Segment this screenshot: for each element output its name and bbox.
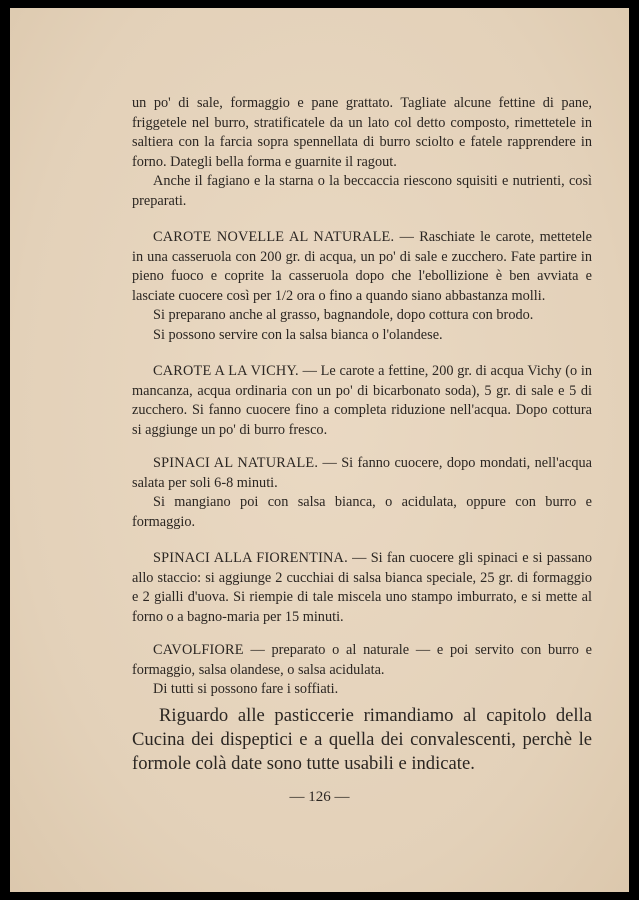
recipe-heading: SPINACI AL NATURALE. [153,455,319,471]
recipe-body: — Le carote a fettine, 200 gr. di acqua Vichy (o in mancanza, acqua ordinaria con un po' di bicarbonato soda), 5 gr. di sale e 5 di zucchero. Si fanno cuocere fino a completa riduzione nell'acqua. Dopo cottura si aggiunge un po' di burro fresco. [132,363,592,438]
intro-paragraph: un po' di sale, formaggio e pane grattato. Tagliate alcune fettine di pane, friggetele nel burro, stratificatele da un lato col detto composto, rimettetele in saltiera con la farcia sopra spennellata di burro sciolto e fatele rapprendere in forno. Dategli bella forma e guarnite il ragout. [132,95,592,170]
recipe-note: Si possono servire con la salsa bianca o l'olandese. [153,326,443,343]
book-page [10,8,629,892]
recipe-note: Si mangiano poi con salsa bianca, o acidulata, oppure con burro e formaggio. [132,494,592,530]
recipe-heading: CAROTE NOVELLE AL NATURALE. [153,229,395,245]
closing-paragraph [132,704,592,776]
body-text [132,94,592,700]
recipe-heading: SPINACI ALLA FIORENTINA. [153,550,348,566]
recipe-carote-novelle [132,228,592,306]
page-number: — 126 — [289,789,350,805]
recipe-body: — preparato o al naturale — e poi servito con burro e formaggio, salsa olandese, o salsa acidulata. [132,642,592,678]
recipe-carote-vichy [132,362,592,440]
recipe-body: — Raschiate le carote, mettetele in una casseruola con 200 gr. di acqua, un po' di sale e zucchero. Fate partire in pieno fuoco e coprite la casseruola dopo che l'ebollizione è ben avviata e lasciate cuocere così per 1/2 ora o fino a quando siano abbastanza molli. [132,229,592,304]
recipe-spinaci-naturale [132,454,592,493]
recipe-body: — Si fanno cuocere, dopo mondati, nell'acqua salata per soli 6-8 minuti. [132,455,592,491]
intro-paragraph-2: Anche il fagiano e la starna o la beccaccia riescono squisiti e nutrienti, così preparati. [132,173,592,209]
recipe-body: — Si fan cuocere gli spinaci e si passano allo staccio: si aggiunge 2 cucchiai di salsa bianca speciale, 25 gr. di formaggio e 2 gialli d'uova. Si riempie di tale miscela uno stampo imburrato, e si mette al forno o a bagno-maria per 15 minuti. [132,550,592,625]
recipe-cavolfiore [132,641,592,680]
recipe-note: Si preparano anche al grasso, bagnandole, dopo cottura con brodo. [153,307,534,323]
recipe-heading: CAVOLFIORE [153,642,244,658]
closing-text: Riguardo alle pasticcerie rimandiamo al capitolo della Cucina dei dispeptici e a quella dei convalescenti, perchè le formole colà date sono tutte usabili e indicate. [132,705,592,774]
recipe-spinaci-fiorentina [132,549,592,627]
recipe-note: Di tutti si possono fare i soffiati. [153,681,339,697]
recipe-heading: CAROTE A LA VICHY. [153,363,299,379]
